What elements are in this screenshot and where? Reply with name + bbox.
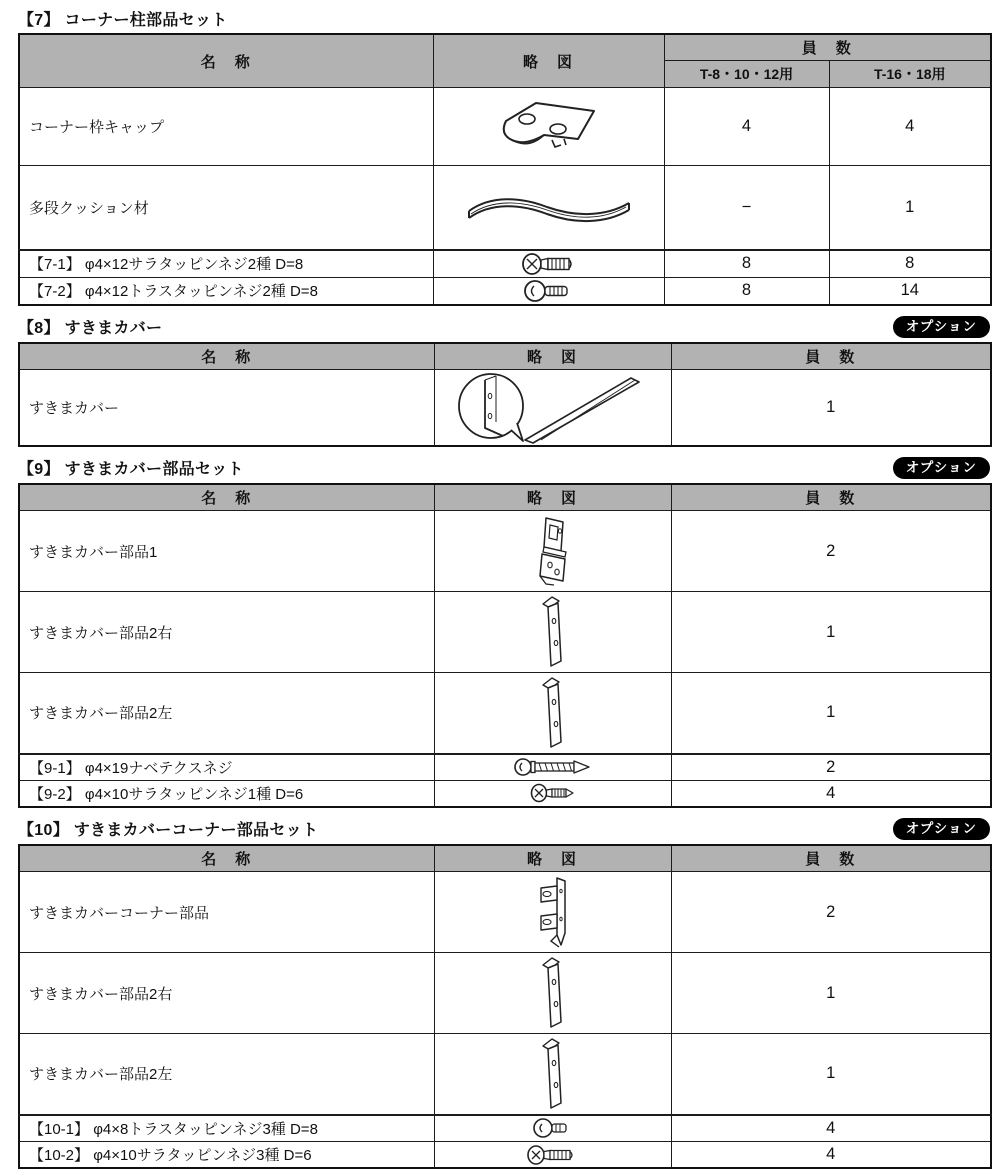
table-row xyxy=(19,953,991,1034)
cover-part2-icon xyxy=(434,673,671,754)
parts-table-10 xyxy=(18,844,992,1169)
table-row xyxy=(19,166,991,250)
part-name: 【10-1】 φ4×8トラスタッピンネジ3種 D=8 xyxy=(19,1115,434,1142)
cover-part2-icon xyxy=(434,1034,671,1115)
table-row xyxy=(19,872,991,953)
table-row xyxy=(19,1142,991,1169)
section-7 xyxy=(18,6,990,306)
qty-value: 4 xyxy=(829,88,991,166)
section-9 xyxy=(18,456,990,808)
truss-screw-icon xyxy=(433,278,664,305)
countersunk-screw-icon xyxy=(433,250,664,278)
qty-value: 4 xyxy=(671,780,991,807)
qty-value: 8 xyxy=(829,250,991,278)
section-8 xyxy=(18,315,990,447)
table-row xyxy=(19,278,991,305)
table-row xyxy=(19,88,991,166)
cover-part2-icon xyxy=(434,592,671,673)
part-name: すきまカバーコーナー部品 xyxy=(19,872,434,953)
table-row xyxy=(19,780,991,807)
part-name: すきまカバー部品1 xyxy=(19,511,434,592)
countersunk-screw-icon xyxy=(434,1142,671,1169)
table-row xyxy=(19,370,991,446)
col-header-name: 名 称 xyxy=(19,343,434,370)
part-name: 多段クッション材 xyxy=(19,166,433,250)
qty-value: 4 xyxy=(671,1142,991,1169)
qty-value: 8 xyxy=(664,278,829,305)
part-name: 【7-1】 φ4×12サラタッピンネジ2種 D=8 xyxy=(19,250,433,278)
col-subheader-t16-18: T-16・18用 xyxy=(829,61,991,88)
option-badge: オプション xyxy=(893,316,990,338)
section-7-title: 【7】 コーナー柱部品セット xyxy=(18,7,228,30)
qty-value: 8 xyxy=(664,250,829,278)
tek-screw-icon xyxy=(434,754,671,781)
qty-value: 1 xyxy=(671,592,991,673)
section-9-title: 【9】 すきまカバー部品セット xyxy=(18,456,244,479)
truss-screw-short-icon xyxy=(434,1115,671,1142)
qty-value: 1 xyxy=(671,370,991,446)
col-header-qty: 員 数 xyxy=(671,343,991,370)
corner-bracket-icon xyxy=(434,872,671,953)
col-header-name: 名 称 xyxy=(19,484,434,511)
qty-value: 1 xyxy=(829,166,991,250)
table-row xyxy=(19,250,991,278)
qty-value: − xyxy=(664,166,829,250)
col-header-sketch: 略 図 xyxy=(434,845,671,872)
parts-table-9 xyxy=(18,483,992,808)
part-name: 【9-2】 φ4×10サラタッピンネジ1種 D=6 xyxy=(19,780,434,807)
countersunk-screw-short-icon xyxy=(434,780,671,807)
col-header-qty: 員 数 xyxy=(664,34,991,61)
cover-part1-icon xyxy=(434,511,671,592)
col-header-sketch: 略 図 xyxy=(433,34,664,88)
part-name: すきまカバー部品2右 xyxy=(19,953,434,1034)
col-header-qty: 員 数 xyxy=(671,845,991,872)
col-header-sketch: 略 図 xyxy=(434,484,671,511)
parts-table-7 xyxy=(18,33,992,306)
part-name: すきまカバー部品2左 xyxy=(19,1034,434,1115)
part-name: 【10-2】 φ4×10サラタッピンネジ3種 D=6 xyxy=(19,1142,434,1169)
corner-cap-icon xyxy=(433,88,664,166)
table-row xyxy=(19,754,991,781)
qty-value: 4 xyxy=(664,88,829,166)
col-header-qty: 員 数 xyxy=(671,484,991,511)
qty-value: 2 xyxy=(671,511,991,592)
col-header-name: 名 称 xyxy=(19,34,433,88)
part-name: コーナー枠キャップ xyxy=(19,88,433,166)
qty-value: 1 xyxy=(671,673,991,754)
qty-value: 2 xyxy=(671,754,991,781)
table-row xyxy=(19,1115,991,1142)
table-row xyxy=(19,1034,991,1115)
part-name: 【9-1】 φ4×19ナベテクスネジ xyxy=(19,754,434,781)
part-name: すきまカバー xyxy=(19,370,434,446)
gap-cover-icon xyxy=(434,370,671,446)
section-10-title: 【10】 すきまカバーコーナー部品セット xyxy=(18,817,318,840)
col-header-name: 名 称 xyxy=(19,845,434,872)
qty-value: 4 xyxy=(671,1115,991,1142)
table-row xyxy=(19,511,991,592)
section-8-title: 【8】 すきまカバー xyxy=(18,315,162,338)
part-name: 【7-2】 φ4×12トラスタッピンネジ2種 D=8 xyxy=(19,278,433,305)
col-subheader-t8-10-12: T-8・10・12用 xyxy=(664,61,829,88)
qty-value: 2 xyxy=(671,872,991,953)
qty-value: 1 xyxy=(671,1034,991,1115)
qty-value: 14 xyxy=(829,278,991,305)
part-name: すきまカバー部品2左 xyxy=(19,673,434,754)
option-badge: オプション xyxy=(893,818,990,840)
cover-part2-icon xyxy=(434,953,671,1034)
option-badge: オプション xyxy=(893,457,990,479)
col-header-sketch: 略 図 xyxy=(434,343,671,370)
cushion-strip-icon xyxy=(433,166,664,250)
section-10 xyxy=(18,817,990,1169)
table-row xyxy=(19,673,991,754)
table-row xyxy=(19,592,991,673)
part-name: すきまカバー部品2右 xyxy=(19,592,434,673)
parts-table-8 xyxy=(18,342,992,447)
qty-value: 1 xyxy=(671,953,991,1034)
